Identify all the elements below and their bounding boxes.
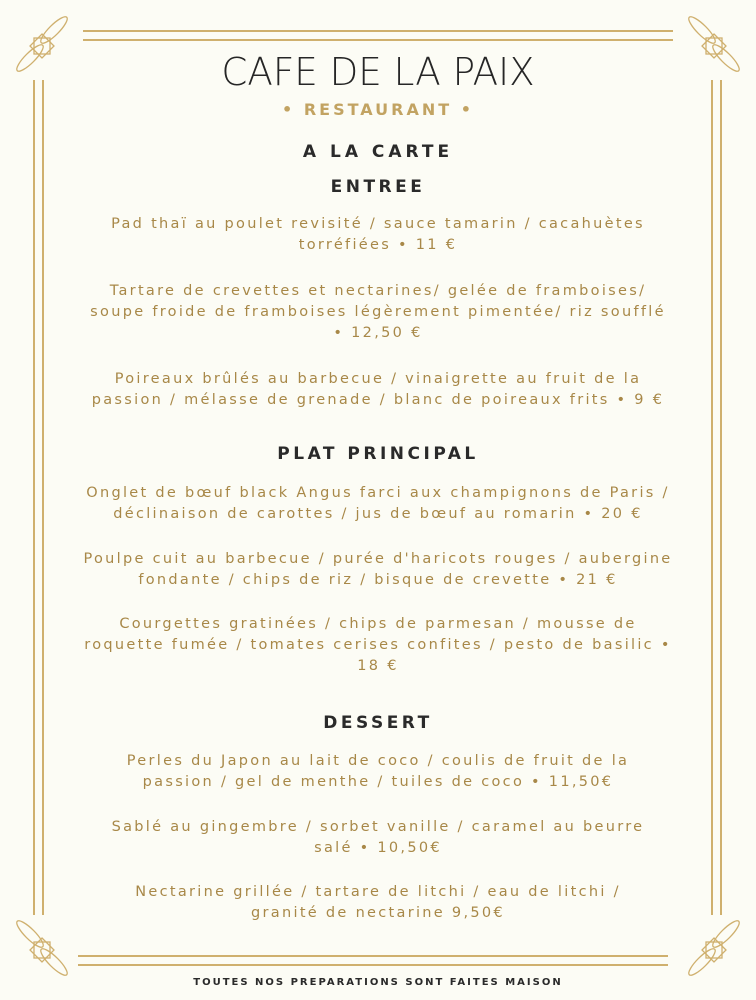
corner-ornament-bottom-right-icon bbox=[684, 920, 744, 980]
section-title-plat-principal: PLAT PRINCIPAL bbox=[277, 444, 479, 464]
section-title-entree: ENTREE bbox=[330, 177, 426, 197]
right-border-line-inner bbox=[720, 80, 722, 915]
menu-item: Courgettes gratinées / chips de parmesan / mousse de roquette fumée / tomates cerises confites / pesto de basilic • 18 € bbox=[84, 616, 672, 674]
corner-ornament-bottom-left-icon bbox=[12, 920, 72, 980]
menu-item: Perles du Japon au lait de coco / coulis de fruit de la passion / gel de menthe / tuiles de coco • 11,50€ bbox=[126, 753, 630, 790]
menu-item: Poulpe cuit au barbecue / purée d'haricots rouges / aubergine fondante / chips de riz / bisque de crevette • 21 € bbox=[83, 551, 673, 588]
restaurant-title: CAFE DE LA PAIX bbox=[221, 50, 535, 94]
restaurant-subtitle: • RESTAURANT • bbox=[282, 100, 474, 119]
menu-type-heading: A LA CARTE bbox=[302, 142, 454, 162]
top-border-line-inner bbox=[83, 39, 673, 41]
menu-item: Sablé au gingembre / sorbet vanille / caramel au beurre salé • 10,50€ bbox=[111, 819, 645, 856]
menu-item: Onglet de bœuf black Angus farci aux champignons de Paris / déclinaison de carottes / jus de bœuf au romarin • 20 € bbox=[86, 485, 670, 522]
top-border-line-outer bbox=[83, 30, 673, 32]
footer-note: TOUTES NOS PREPARATIONS SONT FAITES MAISON bbox=[193, 977, 563, 988]
menu-item: Poireaux brûlés au barbecue / vinaigrette au fruit de la passion / mélasse de grenade / blanc de poireaux frits • 9 € bbox=[91, 371, 665, 408]
left-border-line-outer bbox=[33, 80, 35, 915]
menu-item: Nectarine grillée / tartare de litchi / eau de litchi / granité de nectarine 9,50€ bbox=[135, 884, 621, 921]
menu-item: Tartare de crevettes et nectarines/ gelée de framboises/ soupe froide de framboises légèrement pimentée/ riz soufflé • 12,50 € bbox=[90, 283, 666, 341]
bottom-border-line-outer bbox=[78, 955, 668, 957]
section-title-dessert: DESSERT bbox=[323, 713, 433, 733]
bottom-border-line-inner bbox=[78, 964, 668, 966]
menu-item: Pad thaï au poulet revisité / sauce tamarin / cacahuètes torréfiées • 11 € bbox=[111, 216, 645, 253]
